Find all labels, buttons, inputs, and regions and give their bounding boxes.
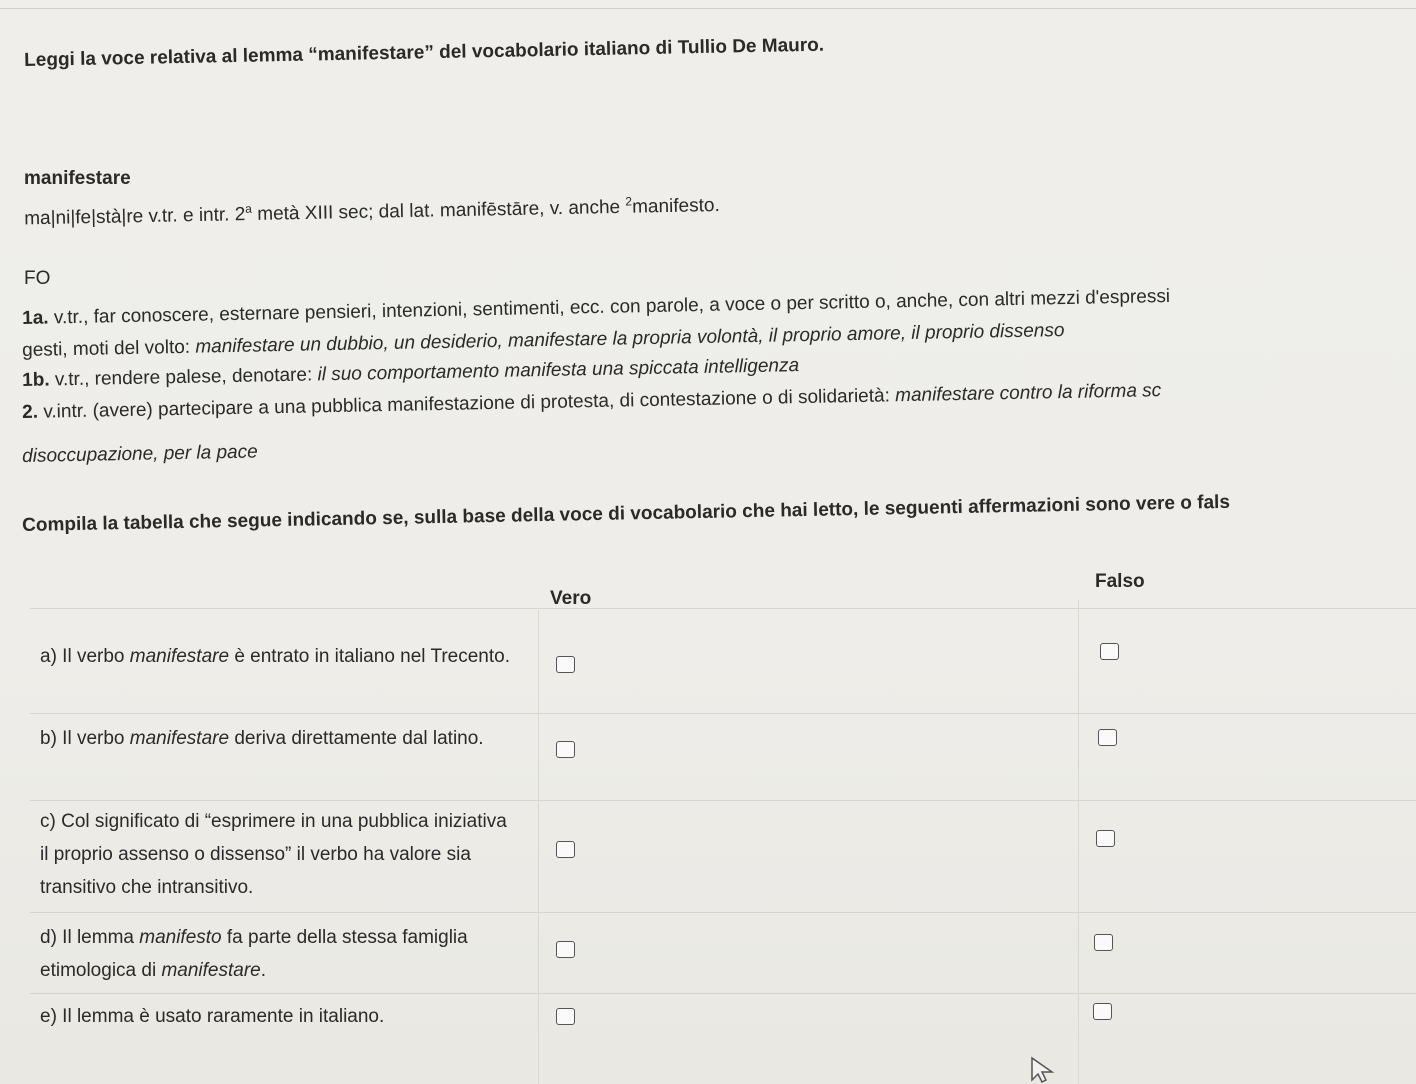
row-divider-c [30, 912, 1416, 913]
def-1b-text: v.tr., rendere palese, denotare: [49, 364, 318, 391]
row-divider-b [30, 800, 1416, 801]
checkbox-c-false[interactable] [1096, 830, 1115, 847]
checkbox-e-false[interactable] [1093, 1003, 1112, 1020]
def-1a-text: v.tr., far conoscere, esternare pensieri, intenzioni, sentimenti, ecc. con parole, a voce o per scritto o, anche, con altri mezzi d'espressi [48, 285, 1171, 329]
checkbox-d-true[interactable] [556, 941, 575, 958]
column-header-false: Falso [1095, 571, 1145, 592]
checkbox-a-false[interactable] [1100, 643, 1119, 660]
statement-b: b) Il verbo manifestare deriva direttamente dal latino. [40, 728, 484, 749]
column-header-true: Vero [550, 588, 592, 609]
statement-a: a) Il verbo manifestare è entrato in italiano nel Trecento. [40, 646, 511, 667]
def-1a-number: 1a. [22, 307, 49, 329]
etymology-text: metà XIII sec; dal lat. manifēstāre, v. anche [251, 196, 626, 225]
header-divider [30, 608, 1416, 609]
def-1a-example: manifestare un dubbio, un desiderio, manifestare la propria volontà, il proprio amore, il proprio dissenso [195, 319, 1065, 358]
intro-text: Leggi la voce relativa al lemma “manifestare” del vocabolario italiano di Tullio De Mauro. [24, 34, 825, 71]
etymology-line [24, 193, 720, 231]
statement-c: c) Col significato di “esprimere in una pubblica iniziativa il proprio assenso o dissenso” il verbo ha valore sia transitivo che intransitivo. [40, 811, 507, 898]
column-divider-1 [538, 610, 539, 1084]
row-divider-a [30, 713, 1416, 714]
date-number: 2 [234, 204, 246, 226]
def-1a-cont-text: gesti, moti del volto: [22, 336, 196, 361]
checkbox-b-true[interactable] [556, 741, 575, 758]
def-1b-number: 1b. [22, 369, 50, 391]
def-1b-example: il suo comportamento manifesta una spiccata intelligenza [317, 355, 800, 386]
syllabification: ma|ni|fe|stà|re v.tr. e intr. [24, 204, 230, 230]
mouse-pointer-icon [1030, 1056, 1056, 1084]
row-divider-d [30, 993, 1416, 994]
top-divider [0, 8, 1416, 9]
reference-word: manifesto. [631, 194, 720, 218]
def-2-cont-example: disoccupazione, per la pace [22, 441, 258, 467]
checkbox-a-true[interactable] [556, 656, 575, 673]
lemma-headword: manifestare [24, 168, 131, 189]
def-2-number: 2. [22, 401, 39, 423]
statement-d: d) Il lemma manifesto fa parte della stessa famiglia etimologica di manifestare. [40, 927, 468, 981]
checkbox-b-false[interactable] [1098, 729, 1117, 746]
usage-mark: FO [24, 268, 51, 289]
definition-1b [22, 355, 799, 392]
definition-2-continued [22, 441, 258, 468]
column-divider-2 [1078, 600, 1079, 1084]
checkbox-d-false[interactable] [1094, 934, 1113, 951]
date-superscript: a [245, 201, 253, 216]
def-2-text: v.intr. (avere) partecipare a una pubblica manifestazione di protesta, di contestazione o di solidarietà: [37, 385, 896, 423]
checkbox-c-true[interactable] [556, 841, 575, 858]
def-2-example: manifestare contro la riforma sc [894, 380, 1162, 407]
statement-e: e) Il lemma è usato raramente in italiano. [40, 1006, 385, 1027]
checkbox-e-true[interactable] [556, 1008, 575, 1025]
table-instruction: Compila la tabella che segue indicando se, sulla base della voce di vocabolario che hai letto, le seguenti affermazioni sono vere o fals [22, 491, 1231, 536]
reference-superscript: 2 [625, 194, 633, 209]
